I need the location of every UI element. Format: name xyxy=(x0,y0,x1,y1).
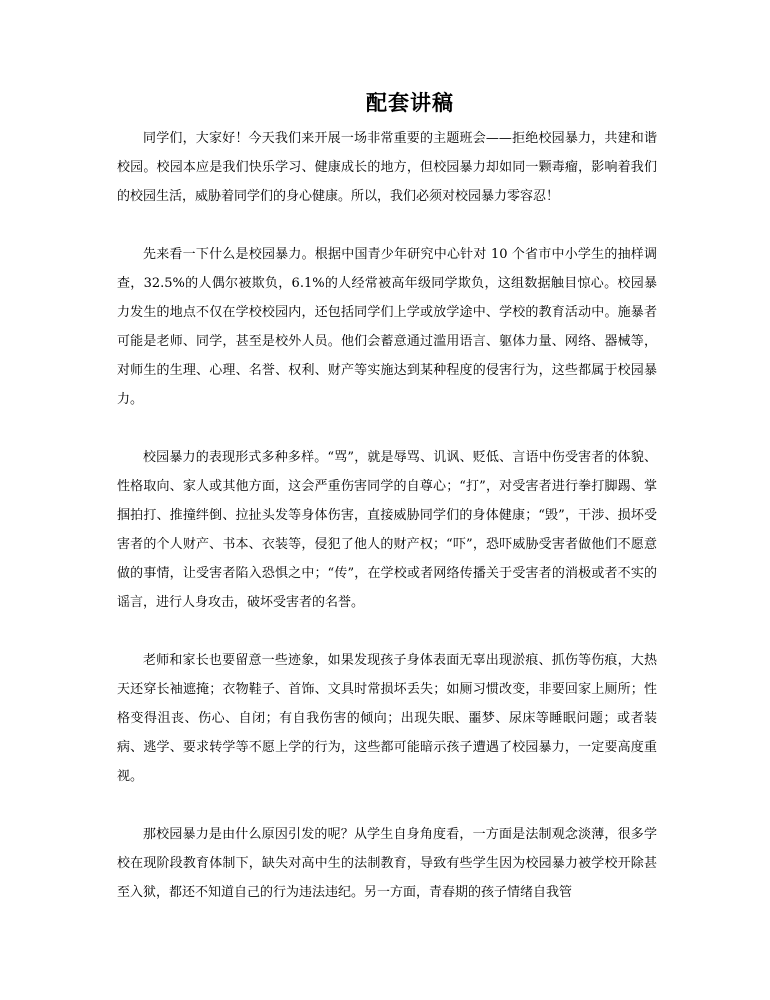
paragraph-signs: 老师和家长也要留意一些迹象，如果发现孩子身体表面无辜出现淤痕、抓伤等伤痕，大热天还穿长袖遮掩；衣物鞋子、首饰、文具时常损坏丢失；如厕习惯改变，非要回家上厕所；性格变得沮丧、伤心、自闭；有自我伤害的倾向；出现失眠、噩梦、尿床等睡眠问题；或者装病、逃学、要求转学等不愿上学的行为，这些都可能暗示孩子遭遇了校园暴力，一定要高度重视。 xyxy=(117,653,657,784)
paragraph-causes: 那校园暴力是由什么原因引发的呢？从学生自身角度看，一方面是法制观念淡薄，很多学校在现阶段教育体制下，缺失对高中生的法制教育，导致有些学生因为校园暴力被学校开除甚至入狱，都还不知道自己的行为违法违纪。另一方面，青春期的孩子情绪自我管 xyxy=(117,827,657,900)
document-title: 配套讲稿 xyxy=(366,90,454,115)
paragraph-definition: 先来看一下什么是校园暴力。根据中国青少年研究中心针对 10 个省市中小学生的抽样调查，32.5%的人偶尔被欺负，6.1%的人经常被高年级同学欺负，这组数据触目惊心。校园暴力发生的地点不仅在学校校园内，还包括同学们上学或放学途中、学校的教育活动中。施暴者可能是老师、同学，甚至是校外人员。他们会蓄意通过滥用语言、躯体力量、网络、器械等，对师生的生理、心理、名誉、权利、财产等实施达到某种程度的侵害行为，这些都属于校园暴力。 xyxy=(117,247,657,407)
document-body xyxy=(117,124,657,936)
paragraph-forms: 校园暴力的表现形式多种多样。“骂”，就是辱骂、讥讽、贬低、言语中伤受害者的体貌、性格取向、家人或其他方面，这会严重伤害同学的自尊心；“打”，对受害者进行拳打脚踢、掌掴拍打、推撞绊倒、拉扯头发等身体伤害，直接威胁同学们的身体健康；“毁”，干涉、损坏受害者的个人财产、书本、衣装等，侵犯了他人的财产权；“吓”，恐吓威胁受害者做他们不愿意做的事情，让受害者陷入恐惧之中；“传”，在学校或者网络传播关于受害者的消极或者不实的谣言，进行人身攻击，破坏受害者的名誉。 xyxy=(117,450,657,610)
paragraph-intro: 同学们，大家好！今天我们来开展一场非常重要的主题班会——拒绝校园暴力，共建和谐校园。校园本应是我们快乐学习、健康成长的地方，但校园暴力却如同一颗毒瘤，影响着我们的校园生活，威胁着同学们的身心健康。所以，我们必须对校园暴力零容忍！ xyxy=(117,131,657,204)
